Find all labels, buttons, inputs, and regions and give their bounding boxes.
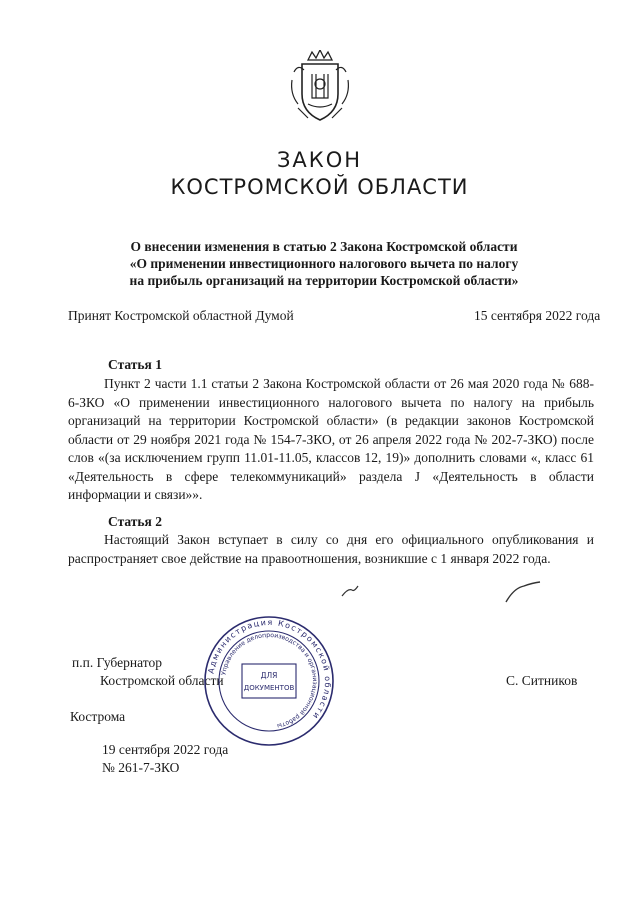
place-of-signing: Кострома	[70, 709, 126, 724]
handwritten-signature	[504, 580, 542, 604]
signing-date: 19 сентября 2022 года	[102, 742, 229, 757]
stamp-center-line2: ДОКУМЕНТОВ	[243, 684, 295, 692]
coat-of-arms-emblem	[288, 50, 352, 126]
article-2-heading: Статья 2	[108, 514, 162, 529]
stamp-center-box	[242, 664, 296, 698]
subject-line: «О применении инвестиционного налогового вычета по налогу	[129, 256, 519, 271]
subject-line: на прибыль организаций на территории Костромской области»	[129, 273, 519, 288]
adopted-by: Принят Костромской областной Думой	[68, 308, 294, 323]
document-title-line1: ЗАКОН	[276, 148, 363, 172]
signatory-name: С. Ситников	[506, 673, 578, 688]
law-number: № 261-7-ЗКО	[102, 760, 180, 775]
document-title-line2: КОСТРОМСКОЙ ОБЛАСТИ	[170, 175, 469, 199]
law-subject	[66, 238, 582, 289]
signature-title-line2: Костромской области	[100, 673, 224, 688]
stamp-outer-text: Администрация Костромской области	[206, 617, 333, 722]
stamp-inner-text: Управление делопроизводства и организационной работы	[220, 631, 319, 730]
article-2-text: Настоящий Закон вступает в силу со дня его официального опубликования и распространяет свое действие на правоотношения, возникшие с 1 января 2022 года.	[68, 532, 594, 566]
article-1-heading: Статья 1	[108, 357, 162, 372]
subject-line: О внесении изменения в статью 2 Закона Костромской области	[130, 239, 518, 254]
article-1-text: Пункт 2 части 1.1 статьи 2 Закона Костромской области от 26 мая 2020 года № 688-6-ЗКО «О применении инвестиционного налогового вычета по налогу на прибыль организаций на территории Костромской области» (в редакции законов Костромской области от 29 ноября 2021 года № 154-7-ЗКО, от 26 апреля 2022 года № 202-7-ЗКО) после слов «(за исключением групп 11.01-11.05, классов 12, 19)» дополнить словами «, класс 61 «Деятельность в сфере телекоммуникаций» раздела J «Деятельность в области информации и связи»».	[68, 376, 594, 502]
adopted-date: 15 сентября 2022 года	[474, 308, 601, 323]
handwritten-mark	[340, 584, 360, 598]
signature-title-line1: п.п. Губернатор	[72, 655, 162, 670]
official-stamp	[202, 614, 336, 748]
stamp-center-line1: ДЛЯ	[260, 671, 278, 680]
